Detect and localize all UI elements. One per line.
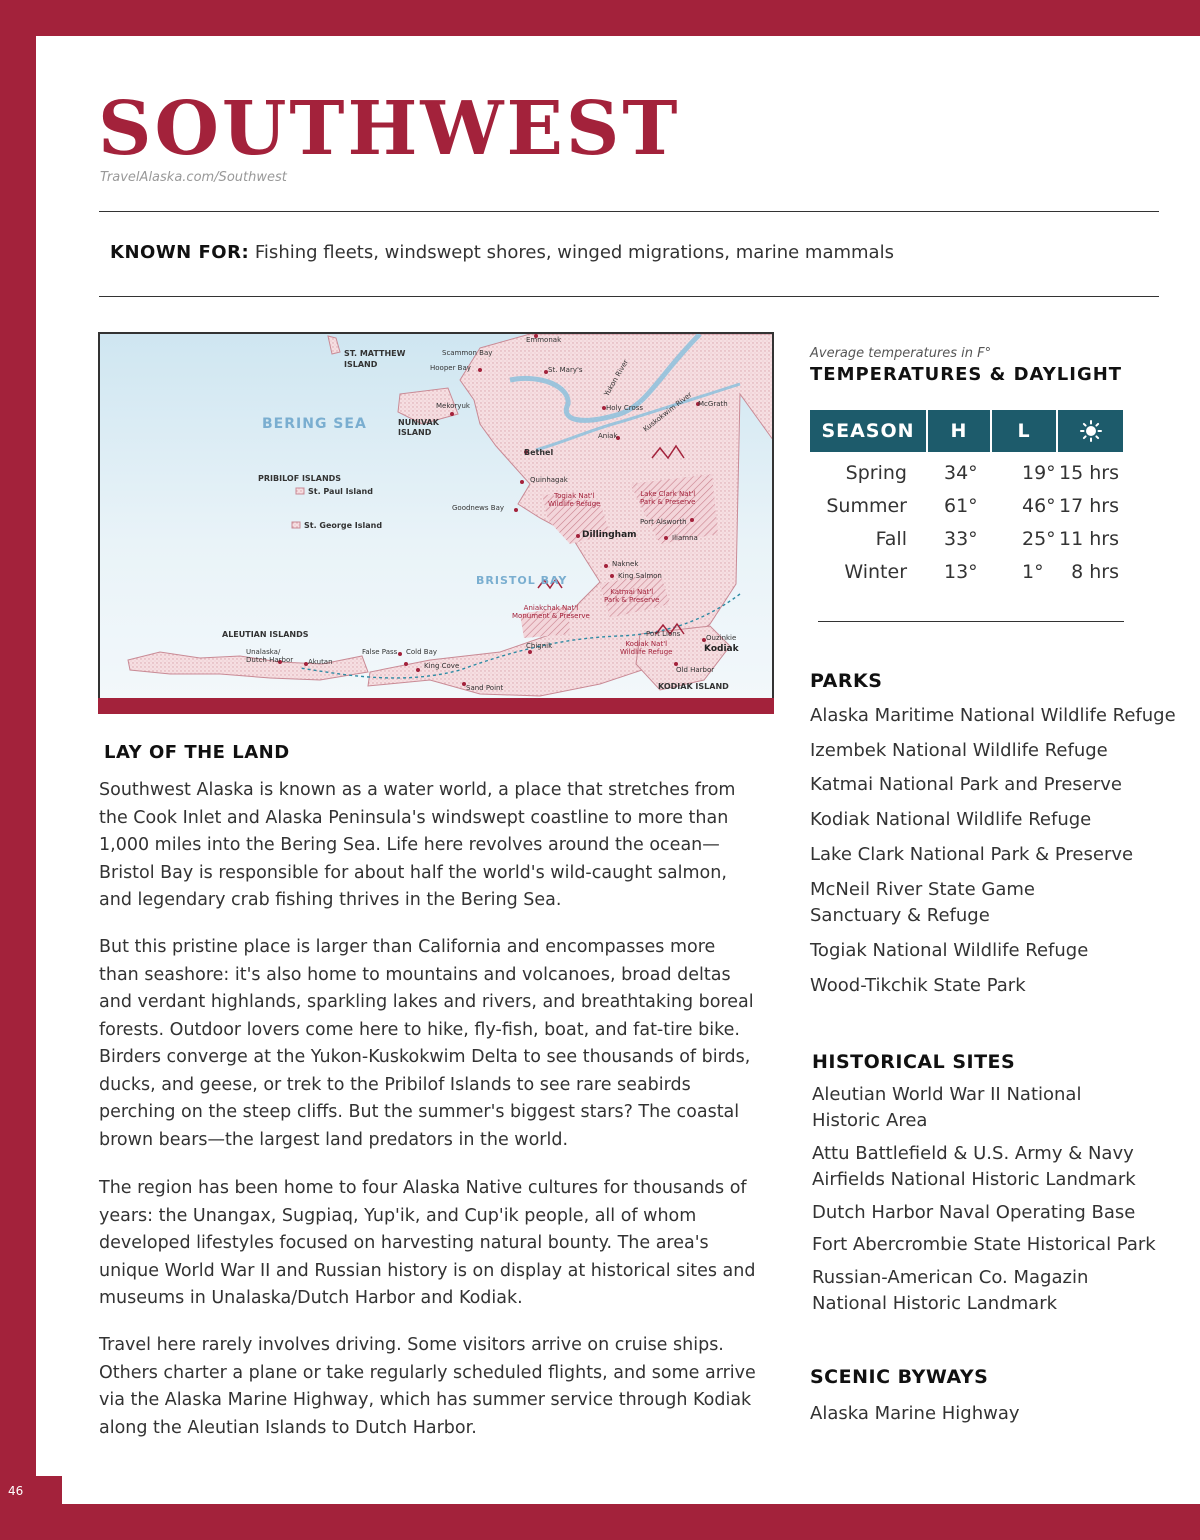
- high-cell: 34°: [944, 462, 978, 484]
- historical-item: Fort Abercrombie State Historical Park: [812, 1234, 1156, 1255]
- map-label: St. Mary's: [548, 366, 583, 374]
- map-label: Port Lions: [646, 630, 681, 638]
- map-label: False Pass: [362, 648, 398, 656]
- low-cell: 1°: [1022, 561, 1044, 583]
- park-item: Togiak National Wildlife Refuge: [810, 940, 1089, 961]
- map-label: Port Alsworth: [640, 518, 687, 526]
- map-label: NUNIVAK: [398, 418, 439, 427]
- map-label: Cold Bay: [406, 648, 438, 656]
- map-label: Akutan: [308, 658, 333, 666]
- map-label: Scammon Bay: [442, 349, 493, 357]
- temperature-table-header: [810, 410, 1123, 452]
- map-label: Dutch Harbor: [246, 656, 294, 664]
- low-cell: 19°: [1022, 462, 1056, 484]
- temperature-title: TEMPERATURES & DAYLIGHT: [810, 364, 1123, 385]
- section-title-scenic-byways: SCENIC BYWAYS: [810, 1366, 989, 1388]
- map-label: Unalaska/: [246, 648, 281, 656]
- temperature-row: [810, 528, 1123, 558]
- divider: [818, 621, 1124, 622]
- header-season: SEASON: [810, 410, 926, 452]
- sun-icon: [1080, 420, 1102, 442]
- map-label: Aniak: [598, 432, 618, 440]
- map-label-bay: BRISTOL BAY: [476, 574, 568, 587]
- daylight-cell: 11 hrs: [1059, 528, 1119, 550]
- st-paul-island-shape: [296, 488, 304, 494]
- map-label: ISLAND: [344, 360, 378, 369]
- map-label-park: [512, 604, 590, 621]
- body-paragraph: Southwest Alaska is known as a water world, a place that stretches from the Cook Inlet and Alaska Peninsula's windswept coastline to more than 1,000 miles into the Bering Sea. Life here revolves around the ocean—Bristol Bay is responsible for about half the world's wild-caught salmon, and legendary crab fishing thrives in the Bering Sea.: [99, 780, 736, 910]
- map-label-park: [620, 640, 673, 657]
- st-matthew-island-shape: [328, 336, 340, 354]
- low-cell: 25°: [1022, 528, 1056, 550]
- divider: [99, 296, 1159, 297]
- map-footer-band: [98, 698, 774, 714]
- map-label: Chignik: [526, 642, 553, 650]
- map-label-park: [640, 490, 695, 507]
- map-label: King Cove: [424, 662, 460, 670]
- map-label: Emmonak: [526, 336, 562, 344]
- map-label: Holy Cross: [606, 404, 644, 412]
- high-cell: 13°: [944, 561, 978, 583]
- page-frame-top: [0, 0, 1200, 36]
- historical-item: Aleutian World War II National Historic Area: [812, 1084, 1082, 1131]
- section-title-historical-sites: HISTORICAL SITES: [812, 1051, 1016, 1073]
- temperature-row: [810, 495, 1123, 525]
- park-item: Wood-Tikchik State Park: [810, 975, 1026, 996]
- map-label: Naknek: [612, 560, 639, 568]
- temperature-row: [810, 462, 1123, 492]
- byway-item: Alaska Marine Highway: [810, 1403, 1020, 1424]
- map-label: Katmai Nat'l: [610, 588, 654, 596]
- map-label: Wildlife Refuge: [620, 648, 673, 657]
- page-frame-bottom: [0, 1504, 1200, 1540]
- park-item: Katmai National Park and Preserve: [810, 774, 1122, 795]
- historical-item: Attu Battlefield & U.S. Army & Navy Airfields National Historic Landmark: [812, 1143, 1136, 1190]
- body-paragraph: The region has been home to four Alaska Native cultures for thousands of years: the Unangax, Sugpiaq, Yup'ik, and Cup'ik people, all of whom developed lifestyles focused on harvesting natural bounty. The area's unique World War II and Russian history is on display at historical sites and museums in Unalaska/Dutch Harbor and Kodiak.: [99, 1178, 756, 1308]
- park-item: Lake Clark National Park & Preserve: [810, 844, 1134, 865]
- park-item: Kodiak National Wildlife Refuge: [810, 809, 1092, 830]
- season-cell: Fall: [875, 528, 907, 550]
- page-title: SOUTHWEST: [98, 86, 681, 172]
- map-label: Sand Point: [466, 684, 504, 692]
- map-label: Kodiak Nat'l: [625, 640, 668, 648]
- historical-item: Russian-American Co. Magazin National Historic Landmark: [812, 1267, 1089, 1314]
- temperature-subtitle: Average temperatures in F°: [810, 346, 992, 361]
- daylight-cell: 8 hrs: [1071, 561, 1119, 583]
- season-cell: Winter: [844, 561, 907, 583]
- park-item: McNeil River State Game Sanctuary & Refuge: [810, 879, 1035, 926]
- st-george-island-shape: [292, 522, 300, 528]
- page-frame-left: [0, 0, 36, 1540]
- page-number: 46: [0, 1476, 62, 1506]
- map-label: Hooper Bay: [430, 364, 471, 372]
- known-for-label: KNOWN FOR:: [110, 242, 250, 263]
- daylight-cell: 17 hrs: [1059, 495, 1119, 517]
- high-cell: 61°: [944, 495, 978, 517]
- temperature-row: [810, 561, 1123, 591]
- map-label: Iliamna: [672, 534, 698, 542]
- body-paragraph: But this pristine place is larger than California and encompasses more than seashore: it's also home to mountains and volcanoes, broad deltas and verdant highlands, sparkling lakes and rivers, and breathtaking boreal forests. Outdoor lovers come here to hike, fly-fish, boat, and fat-tire bike. Birders converge at the Yukon-Kuskokwim Delta to see thousands of birds, ducks, and geese, or trek to the Pribilof Islands to see rare seabirds perching on the steep cliffs. But the summer's biggest stars? The coastal brown bears—the largest land predators in the world.: [99, 937, 754, 1150]
- header-daylight: [1058, 410, 1123, 452]
- map-label: Quinhagak: [530, 476, 568, 484]
- map-label: ALEUTIAN ISLANDS: [222, 630, 309, 639]
- divider: [99, 211, 1159, 212]
- body-paragraph: Travel here rarely involves driving. Some visitors arrive on cruise ships. Others charter a plane or take regularly scheduled flights, and some arrive via the Alaska Marine Highway, which has summer service through Kodiak along the Aleutian Islands to Dutch Harbor.: [99, 1335, 756, 1438]
- map-label-city: Dillingham: [582, 530, 637, 540]
- known-for-text: Fishing fleets, windswept shores, winged migrations, marine mammals: [254, 242, 894, 263]
- map-label: PRIBILOF ISLANDS: [258, 474, 342, 483]
- section-title-parks: PARKS: [810, 670, 883, 692]
- header-low: L: [992, 410, 1056, 452]
- map-label: Ouzinkie: [706, 634, 737, 642]
- region-url[interactable]: TravelAlaska.com/Southwest: [100, 170, 287, 185]
- map-label: Mekoryuk: [436, 402, 470, 410]
- map-label-park: [604, 588, 659, 605]
- map-label: KODIAK ISLAND: [658, 682, 729, 691]
- park-item: Alaska Maritime National Wildlife Refuge: [810, 705, 1176, 726]
- region-map: [98, 332, 774, 714]
- map-label: St. Paul Island: [308, 487, 373, 496]
- high-cell: 33°: [944, 528, 978, 550]
- known-for: [110, 242, 894, 263]
- map-label: Monument & Preserve: [512, 612, 590, 621]
- map-label: St. George Island: [304, 521, 383, 530]
- map-label: ST. MATTHEW: [344, 349, 406, 358]
- map-label: Aniakchak Nat'l: [523, 604, 579, 612]
- season-cell: Spring: [845, 462, 907, 484]
- map-label: King Salmon: [618, 572, 662, 580]
- header-high: H: [928, 410, 990, 452]
- map-label: Park & Preserve: [640, 498, 696, 507]
- park-item: Izembek National Wildlife Refuge: [810, 740, 1108, 761]
- map-label: Park & Preserve: [604, 596, 660, 605]
- map-label-sea: BERING SEA: [262, 416, 367, 432]
- season-cell: Summer: [826, 495, 907, 517]
- map-label: ISLAND: [398, 428, 432, 437]
- map-label-park: [548, 492, 601, 509]
- map-label: Lake Clark Nat'l: [640, 490, 696, 498]
- map-label: Old Harbor: [676, 666, 715, 674]
- map-label: Yukon River: [602, 358, 631, 398]
- map-label: Wildlife Refuge: [548, 500, 601, 509]
- low-cell: 46°: [1022, 495, 1056, 517]
- map-label: Goodnews Bay: [452, 504, 505, 512]
- historical-item: Dutch Harbor Naval Operating Base: [812, 1202, 1136, 1223]
- section-title-lay-of-the-land: LAY OF THE LAND: [104, 742, 290, 763]
- map-label-city: Kodiak: [704, 644, 739, 654]
- daylight-cell: 15 hrs: [1059, 462, 1119, 484]
- map-label: Kuskokwim River: [641, 390, 694, 434]
- map-label: Bethel: [524, 448, 554, 457]
- map-label: McGrath: [698, 400, 728, 408]
- map-label: Togiak Nat'l: [554, 492, 595, 500]
